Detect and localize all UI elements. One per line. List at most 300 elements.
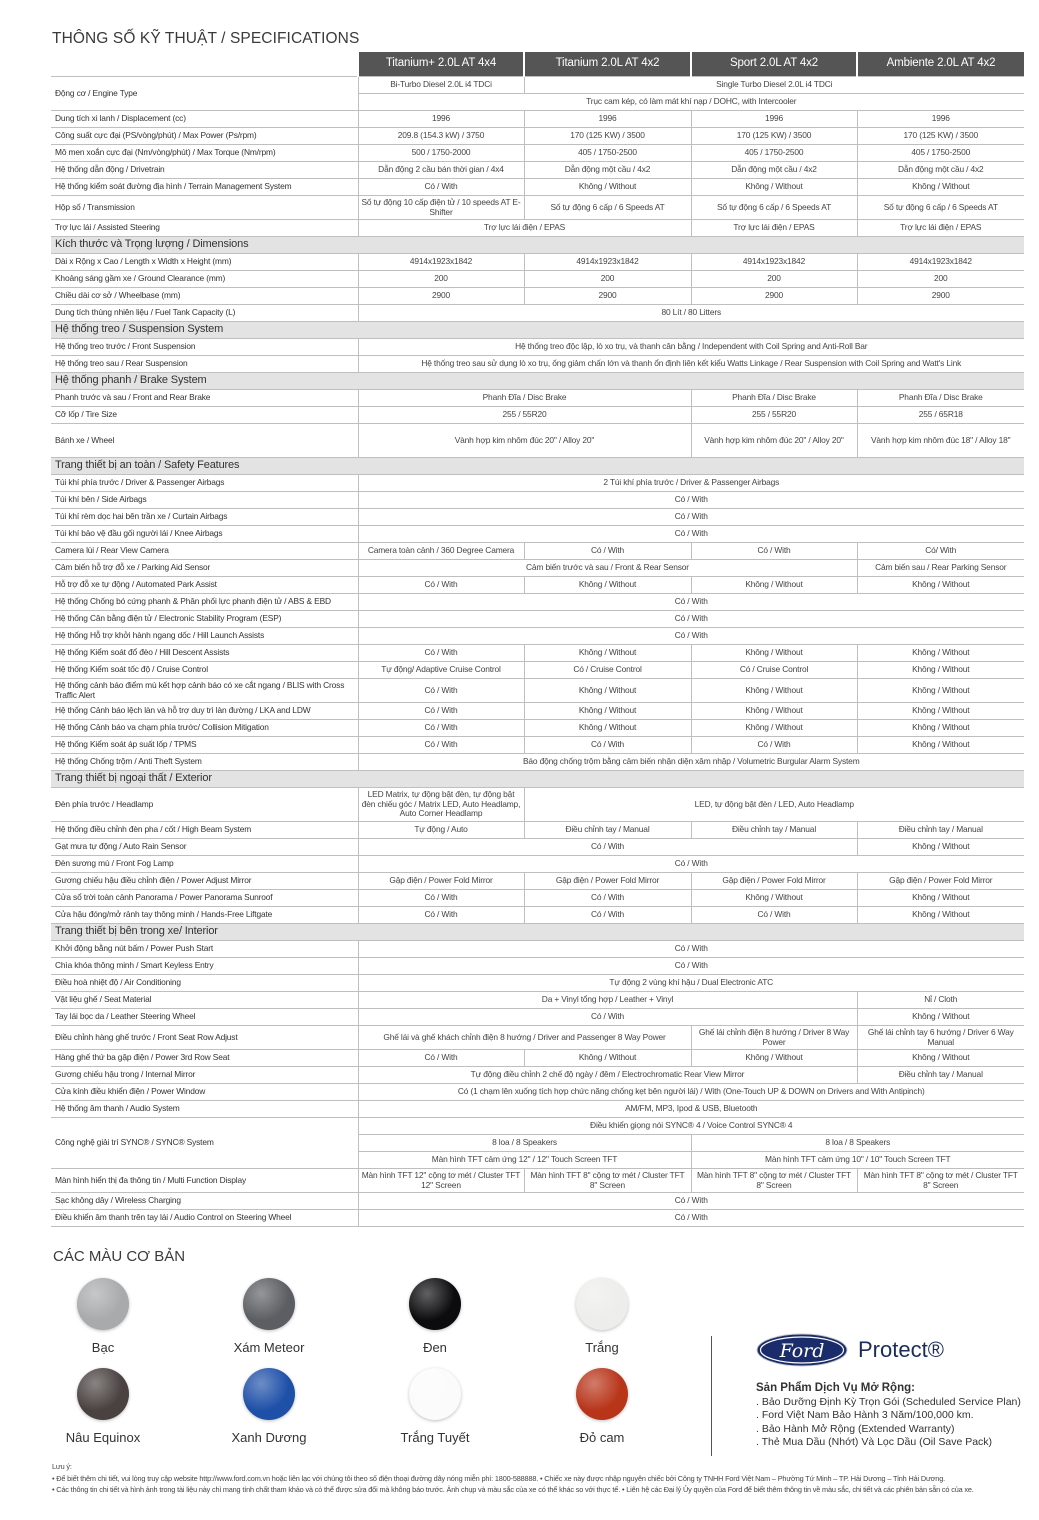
row-label: Hệ thống Chống bó cứng phanh & Phân phối lực phanh điện tử / ABS & EBD [51,594,358,611]
table-row [51,958,1024,975]
color-swatch [527,1278,677,1355]
table-row [51,788,1024,822]
row-label: Cỡ lốp / Tire Size [51,407,358,424]
spec-value: Không / Without [524,703,691,720]
table-row [51,111,1024,128]
color-dot [243,1368,295,1420]
spec-value: Tự động / Auto [358,822,524,839]
spec-value: 8 loa / 8 Speakers [691,1135,1024,1152]
spec-value: Vành hợp kim nhôm đúc 18" / Alloy 18" [857,424,1024,458]
spec-value: Điều khiển giọng nói SYNC® 4 / Voice Control SYNC® 4 [358,1118,1024,1135]
spec-value: Single Turbo Diesel 2.0L i4 TDCi [524,77,1024,94]
section-row [51,771,1024,788]
table-row [51,628,1024,645]
table-row [51,662,1024,679]
spec-value: Số tự động 6 cấp / 6 Speeds AT [857,196,1024,220]
spec-value: Phanh Đĩa / Disc Brake [857,390,1024,407]
spec-value: Có / With [524,737,691,754]
table-row [51,679,1024,703]
table-row [51,720,1024,737]
table-row [51,594,1024,611]
row-label: Hệ thống Cảnh báo va chạm phía trước/ Collision Mitigation [51,720,358,737]
color-swatch [28,1278,178,1355]
table-row [51,577,1024,594]
row-label: Hộp số / Transmission [51,196,358,220]
spec-value: Có / With [358,577,524,594]
spec-value: 2 Túi khí phía trước / Driver & Passenger Airbags [358,475,1024,492]
table-row [51,1169,1024,1193]
row-label: Bánh xe / Wheel [51,424,358,458]
spec-value: Màn hình TFT 8" cộng tơ mét / Cluster TFT 8" Screen [857,1169,1024,1193]
row-label: Hệ thống âm thanh / Audio System [51,1101,358,1118]
spec-value: 4914x1923x1842 [691,254,857,271]
row-label: Hệ thống dẫn động / Drivetrain [51,162,358,179]
spec-value: Phanh Đĩa / Disc Brake [691,390,857,407]
section-row [51,458,1024,475]
table-row [51,890,1024,907]
spec-value: Hệ thống treo độc lập, lò xo trụ, và thanh cân bằng / Independent with Coil Spring and Anti-Roll Bar [358,339,1024,356]
header-blank [51,52,358,77]
spec-value: 4914x1923x1842 [857,254,1024,271]
spec-value: Có / With [358,890,524,907]
row-label: Phanh trước và sau / Front and Rear Brake [51,390,358,407]
section-row [51,924,1024,941]
spec-value: Số tự động 6 cấp / 6 Speeds AT [524,196,691,220]
spec-value: 170 (125 KW) / 3500 [691,128,857,145]
spec-value: 2900 [691,288,857,305]
spec-value: Màn hình TFT 12" cộng tơ mét / Cluster TFT 12" Screen [358,1169,524,1193]
row-label: Cửa hậu đóng/mở rảnh tay thông minh / Hands-Free Liftgate [51,907,358,924]
table-row [51,492,1024,509]
spec-value: Có/ With [857,543,1024,560]
row-label: Chìa khóa thông minh / Smart Keyless Entry [51,958,358,975]
service-item: . Bảo Dưỡng Định Kỳ Trọn Gói (Scheduled Service Plan) [756,1396,1021,1408]
spec-value: 405 / 1750-2500 [524,145,691,162]
spec-value: 1996 [358,111,524,128]
table-row [51,475,1024,492]
service-list [756,1396,1021,1450]
spec-value: Dẫn động 2 cầu bán thời gian / 4x4 [358,162,524,179]
table-row [51,1118,1024,1135]
spec-value: Có / With [358,645,524,662]
table-row [51,941,1024,958]
row-label: Cửa kính điều khiển điện / Power Window [51,1084,358,1101]
spec-value: Có / With [691,737,857,754]
spec-value: 1996 [857,111,1024,128]
colors-title: CÁC MÀU CƠ BẢN [53,1248,186,1265]
spec-value: Không / Without [857,703,1024,720]
spec-value: Không / Without [857,1050,1024,1067]
row-label: Trợ lực lái / Assisted Steering [51,220,358,237]
section-title: Trang thiết bị an toàn / Safety Features [51,458,1024,475]
row-label: Hệ thống Kiểm soát đổ đèo / Hill Descent Assists [51,645,358,662]
color-swatch [194,1278,344,1355]
row-label: Hệ thống treo trước / Front Suspension [51,339,358,356]
table-row [51,271,1024,288]
spec-value: 200 [358,271,524,288]
table-row [51,407,1024,424]
table-row [51,1026,1024,1050]
color-dot [409,1368,461,1420]
spec-value: Trợ lực lái điện / EPAS [857,220,1024,237]
row-label: Dung tích xi lanh / Displacement (cc) [51,111,358,128]
section-title: Trang thiết bị ngoại thất / Exterior [51,771,1024,788]
row-label: Dài x Rộng x Cao / Length x Width x Height (mm) [51,254,358,271]
row-label: Hệ thống cảnh báo điểm mù kết hợp cảnh báo có xe cắt ngang / BLIS with Cross Traffic Alert [51,679,358,703]
spec-value: 170 (125 KW) / 3500 [524,128,691,145]
color-swatch [360,1278,510,1355]
table-row [51,611,1024,628]
spec-value: Có / With [358,492,1024,509]
header-ambiente: Ambiente 2.0L AT 4x2 [857,52,1024,77]
row-label: Chiều dài cơ sở / Wheelbase (mm) [51,288,358,305]
spec-body [51,77,1024,1227]
spec-value: Vành hợp kim nhôm đúc 20" / Alloy 20" [691,424,857,458]
protect-text: Protect® [858,1337,944,1362]
row-label: Hệ thống Kiểm soát áp suất lốp / TPMS [51,737,358,754]
table-row [51,856,1024,873]
spec-value: Không / Without [691,720,857,737]
table-row [51,220,1024,237]
spec-value: Có / With [358,907,524,924]
spec-value: Vành hợp kim nhôm đúc 20" / Alloy 20" [358,424,691,458]
spec-value: 405 / 1750-2500 [691,145,857,162]
spec-value: 1996 [691,111,857,128]
color-swatch [360,1368,510,1445]
color-dot [576,1278,628,1330]
table-row [51,128,1024,145]
spec-value: 200 [524,271,691,288]
row-label: Khoảng sáng gầm xe / Ground Clearance (mm) [51,271,358,288]
spec-value: Có / With [358,703,524,720]
row-label: Công nghệ giải trí SYNC® / SYNC® System [51,1118,358,1169]
row-label: Đèn sương mù / Front Fog Lamp [51,856,358,873]
spec-value: Gập điện / Power Fold Mirror [691,873,857,890]
section-title: Hệ thống phanh / Brake System [51,373,1024,390]
table-row [51,1050,1024,1067]
spec-value: Có / With [524,543,691,560]
table-row [51,907,1024,924]
spec-value: Không / Without [857,179,1024,196]
spec-value: Có / With [358,679,524,703]
footnote-line: • Để biết thêm chi tiết, vui lòng truy cập website http://www.ford.com.vn hoặc liên lạc với chúng tôi theo số điện thoại đường dây nóng miễn phí: 1800-588888. • Chiếc xe này được nhập nguyên chiếc bởi Công ty TNHH Ford Việt Nam – Phường Tứ Minh – TP. Hải Dương – Tỉnh Hải Dương. [52,1473,946,1483]
table-row [51,543,1024,560]
spec-value: Có / With [358,941,1024,958]
table-row [51,1193,1024,1210]
spec-value: Dẫn động một cầu / 4x2 [524,162,691,179]
spec-value: Có / Cruise Control [691,662,857,679]
spec-value: Không / Without [857,662,1024,679]
row-label: Cảm biến hỗ trợ đỗ xe / Parking Aid Sensor [51,560,358,577]
table-row [51,390,1024,407]
color-swatch [194,1368,344,1445]
spec-value: Cảm biến sau / Rear Parking Sensor [857,560,1024,577]
color-dot [77,1368,129,1420]
spec-value: Màn hình TFT 8" cộng tơ mét / Cluster TFT 8" Screen [524,1169,691,1193]
spec-value: 170 (125 KW) / 3500 [857,128,1024,145]
row-label: Khởi động bằng nút bấm / Power Push Start [51,941,358,958]
spec-value: Có / With [691,543,857,560]
row-label: Sạc không dây / Wireless Charging [51,1193,358,1210]
row-label: Điều hoà nhiệt độ / Air Conditioning [51,975,358,992]
table-row [51,305,1024,322]
table-row [51,1009,1024,1026]
row-label: Hệ thống kiểm soát đường địa hình / Terrain Management System [51,179,358,196]
row-label: Hệ thống điều chỉnh đèn pha / cốt / High Beam System [51,822,358,839]
spec-value: 4914x1923x1842 [524,254,691,271]
spec-value: Có / With [358,856,1024,873]
row-label: Hàng ghế thứ ba gập điện / Power 3rd Row Seat [51,1050,358,1067]
spec-value: Có / With [358,1193,1024,1210]
table-row [51,526,1024,543]
section-row [51,237,1024,254]
table-row [51,356,1024,373]
spec-value: LED Matrix, tự động bật đèn, tự động bật đèn chiếu góc / Matrix LED, Auto Headlamp, Auto Corner Headlamp [358,788,524,822]
spec-value: Ghế lái và ghế khách chỉnh điện 8 hướng / Driver and Passenger 8 Way Power [358,1026,691,1050]
table-row [51,179,1024,196]
spec-value: 255 / 55R20 [358,407,691,424]
row-label: Vật liệu ghế / Seat Material [51,992,358,1009]
table-row [51,737,1024,754]
row-label: Công suất cực đại (PS/vòng/phút) / Max Power (Ps/rpm) [51,128,358,145]
spec-value: Trục cam kép, có làm mát khí nạp / DOHC, with Intercooler [358,94,1024,111]
row-label: Dung tích thùng nhiên liệu / Fuel Tank Capacity (L) [51,305,358,322]
row-label: Hệ thống Chống trộm / Anti Theft System [51,754,358,771]
spec-value: Không / Without [857,645,1024,662]
section-title: Trang thiết bị bên trong xe/ Interior [51,924,1024,941]
footnote-line: • Các thông tin chi tiết và hình ảnh trong tài liệu này chỉ mang tính chất tham khảo và có thể được sửa đổi mà không báo trước. Ảnh chụp và màu sắc của xe có thể khác so với thực tế. • Liên hệ các Đại lý Ủy quyền của Ford để biết thêm thông tin về màu sắc, chi tiết và các phiên bản sẵn có của xe. [52,1485,974,1494]
table-row [51,754,1024,771]
row-label: Điều khiển âm thanh trên tay lái / Audio Control on Steering Wheel [51,1210,358,1227]
spec-value: 200 [691,271,857,288]
row-label: Điều chỉnh hàng ghế trước / Front Seat Row Adjust [51,1026,358,1050]
service-item: . Thẻ Mua Dầu (Nhớt) Và Lọc Dầu (Oil Save Pack) [756,1436,993,1449]
table-row [51,873,1024,890]
row-label: Hệ thống Cảnh báo lệch làn và hỗ trợ duy trì làn đường / LKA and LDW [51,703,358,720]
spec-value: Có / With [358,179,524,196]
spec-value: Gập điện / Power Fold Mirror [857,873,1024,890]
spec-value: Da + Vinyl tổng hợp / Leather + Vinyl [358,992,857,1009]
color-name: Nâu Equinox [65,1430,141,1445]
spec-value: Điều chỉnh tay / Manual [524,822,691,839]
ford-logo-text: Ford [779,1340,825,1362]
table-row [51,645,1024,662]
spec-value: Hệ thống treo sau sử dụng lò xo trụ, ống giảm chấn lớn và thanh ổn định liên kết kiểu Watts Linkage / Rear Suspension with Coil Spring and Watt's Link [358,356,1024,373]
spec-value: Ghế lái chỉnh điện 8 hướng / Driver 8 Way Power [691,1026,857,1050]
row-label: Túi khí rèm dọc hai bên trần xe / Curtain Airbags [51,509,358,526]
spec-value: Không / Without [857,577,1024,594]
row-label: Túi khí phía trước / Driver & Passenger Airbags [51,475,358,492]
table-row [51,1067,1024,1084]
row-label: Hỗ trợ đỗ xe tự động / Automated Park Assist [51,577,358,594]
spec-value: Camera toàn cảnh / 360 Degree Camera [358,543,524,560]
spec-value: Có / With [358,526,1024,543]
header-sport: Sport 2.0L AT 4x2 [691,52,857,77]
table-row [51,196,1024,220]
header-titanium: Titanium 2.0L AT 4x2 [524,52,691,77]
spec-value: Có / With [358,737,524,754]
spec-value: Màn hình TFT 8" cộng tơ mét / Cluster TFT 8" Screen [691,1169,857,1193]
row-label: Hệ thống Hỗ trợ khởi hành ngang dốc / Hill Launch Assists [51,628,358,645]
spec-value: 8 loa / 8 Speakers [358,1135,691,1152]
spec-value: Dẫn động một cầu / 4x2 [857,162,1024,179]
row-label: Tay lái bọc da / Leather Steering Wheel [51,1009,358,1026]
spec-value: Có / With [524,890,691,907]
table-row [51,1210,1024,1227]
color-name: Đỏ cam [579,1430,625,1445]
row-label: Túi khí bảo vệ đầu gối người lái / Knee Airbags [51,526,358,543]
row-label: Động cơ / Engine Type [51,77,358,111]
table-row [51,560,1024,577]
table-row [51,424,1024,458]
spec-value: Có / With [691,907,857,924]
spec-value: Điều chỉnh tay / Manual [857,822,1024,839]
spec-value: Có / With [358,1009,857,1026]
spec-value: Có / With [358,1050,524,1067]
row-label: Đèn phía trước / Headlamp [51,788,358,822]
spec-value: 4914x1923x1842 [358,254,524,271]
table-row [51,822,1024,839]
spec-value: Số tự động 10 cấp điện tử / 10 speeds AT E-Shifter [358,196,524,220]
header-titanium-plus: Titanium+ 2.0L AT 4x4 [358,52,524,77]
row-label: Túi khí bên / Side Airbags [51,492,358,509]
color-name: Trắng [585,1340,619,1355]
ford-logo [756,1333,848,1367]
spec-value: Trợ lực lái điện / EPAS [358,220,691,237]
spec-value: Không / Without [691,645,857,662]
spec-value: Không / Without [524,179,691,196]
spec-value: Có / With [358,594,1024,611]
spec-value: Không / Without [857,737,1024,754]
color-swatch [527,1368,677,1445]
spec-value: Không / Without [857,890,1024,907]
spec-value: Có / With [524,907,691,924]
spec-value: Bi-Turbo Diesel 2.0L i4 TDCi [358,77,524,94]
section-title: Hệ thống treo / Suspension System [51,322,1024,339]
spec-value: 255 / 65R18 [857,407,1024,424]
spec-value: Không / Without [524,645,691,662]
spec-value: Có / With [358,628,1024,645]
spec-value: Trợ lực lái điện / EPAS [691,220,857,237]
spec-value: 500 / 1750-2000 [358,145,524,162]
spec-value: Không / Without [857,907,1024,924]
spec-value: 2900 [524,288,691,305]
table-row [51,77,1024,94]
spec-value: Không / Without [857,1009,1024,1026]
spec-value: Nỉ / Cloth [857,992,1024,1009]
spec-value: Không / Without [857,720,1024,737]
spec-value: Cảm biến trước và sau / Front & Rear Sensor [358,560,857,577]
spec-value: Báo động chống trộm bằng cảm biến nhận diện xâm nhập / Volumetric Burgular Alarm System [358,754,1024,771]
spec-value: 1996 [524,111,691,128]
spec-value: 200 [857,271,1024,288]
service-item: . Ford Việt Nam Bảo Hành 3 Năm/100,000 km. [756,1409,974,1422]
spec-value: 255 / 55R20 [691,407,857,424]
table-row [51,288,1024,305]
spec-value: Có (1 chạm lên xuống tích hợp chức năng chống kẹt bên người lái) / With (One-Touch UP & DOWN on Drivers and With Antipinch) [358,1084,1024,1101]
spec-value: LED, tự động bật đèn / LED, Auto Headlamp [524,788,1024,822]
spec-value: Không / Without [691,703,857,720]
color-name: Xám Meteor [233,1340,305,1355]
color-dot [576,1368,628,1420]
table-row [51,1084,1024,1101]
spec-value: Điều chỉnh tay / Manual [857,1067,1024,1084]
row-label: Cửa sổ trời toàn cảnh Panorama / Power Panorama Sunroof [51,890,358,907]
spec-value: Màn hình TFT cảm ứng 12" / 12" Touch Screen TFT [358,1152,691,1169]
spec-value: Không / Without [524,679,691,703]
spec-value: Gập điện / Power Fold Mirror [358,873,524,890]
footnotes [52,1461,1037,1496]
spec-value: Không / Without [691,577,857,594]
section-title: Kích thước và Trọng lượng / Dimensions [51,237,1024,254]
spec-value: Có / Cruise Control [524,662,691,679]
spec-header-row [51,52,1024,77]
spec-value: Không / Without [857,679,1024,703]
color-dot [243,1278,295,1330]
spec-value: AM/FM, MP3, Ipod & USB, Bluetooth [358,1101,1024,1118]
spec-value: Có / With [358,720,524,737]
color-swatch [28,1368,178,1445]
divider [711,1336,712,1456]
footnote-line: Lưu ý: [52,1462,72,1471]
spec-value: Màn hình TFT cảm ứng 10" / 10" Touch Screen TFT [691,1152,1024,1169]
section-row [51,373,1024,390]
table-row [51,975,1024,992]
table-row [51,992,1024,1009]
spec-value: Có / With [358,958,1024,975]
table-row [51,339,1024,356]
spec-value: 209.8 (154.3 kW) / 3750 [358,128,524,145]
spec-value: Gập điện / Power Fold Mirror [524,873,691,890]
spec-value: Không / Without [524,577,691,594]
color-name: Bạc [91,1340,115,1355]
spec-value: Có / With [358,509,1024,526]
color-dot [409,1278,461,1330]
spec-value: Không / Without [857,839,1024,856]
page-title: THÔNG SỐ KỸ THUẬT / SPECIFICATIONS [52,30,360,47]
color-dot [77,1278,129,1330]
table-row [51,1101,1024,1118]
table-row [51,145,1024,162]
spec-value: 405 / 1750-2500 [857,145,1024,162]
service-title: Sản Phẩm Dịch Vụ Mở Rộng: [756,1382,915,1394]
row-label: Mô men xoắn cực đại (Nm/vòng/phút) / Max Torque (Nm/rpm) [51,145,358,162]
spec-value: Dẫn động một cầu / 4x2 [691,162,857,179]
spec-value: Tự động/ Adaptive Cruise Control [358,662,524,679]
table-row [51,703,1024,720]
spec-value: 80 Lít / 80 Litters [358,305,1024,322]
spec-value: 2900 [358,288,524,305]
spec-value: Tự động 2 vùng khí hậu / Dual Electronic ATC [358,975,1024,992]
spec-value: 2900 [857,288,1024,305]
spec-value: Điều chỉnh tay / Manual [691,822,857,839]
row-label: Gạt mưa tự động / Auto Rain Sensor [51,839,358,856]
spec-value: Không / Without [524,1050,691,1067]
spec-value: Tự động điều chỉnh 2 chế độ ngày / đêm / Electrochromatic Rear View Mirror [358,1067,857,1084]
table-row [51,254,1024,271]
spec-value: Ghế lái chỉnh tay 6 hướng / Driver 6 Way Manual [857,1026,1024,1050]
spec-value: Không / Without [524,720,691,737]
color-name: Xanh Dương [231,1430,307,1445]
table-row [51,162,1024,179]
color-name: Trắng Tuyết [400,1430,470,1445]
spec-value: Có / With [358,839,857,856]
row-label: Hệ thống treo sau / Rear Suspension [51,356,358,373]
spec-value: Không / Without [691,679,857,703]
table-row [51,509,1024,526]
table-row [51,839,1024,856]
spec-value: Không / Without [691,179,857,196]
